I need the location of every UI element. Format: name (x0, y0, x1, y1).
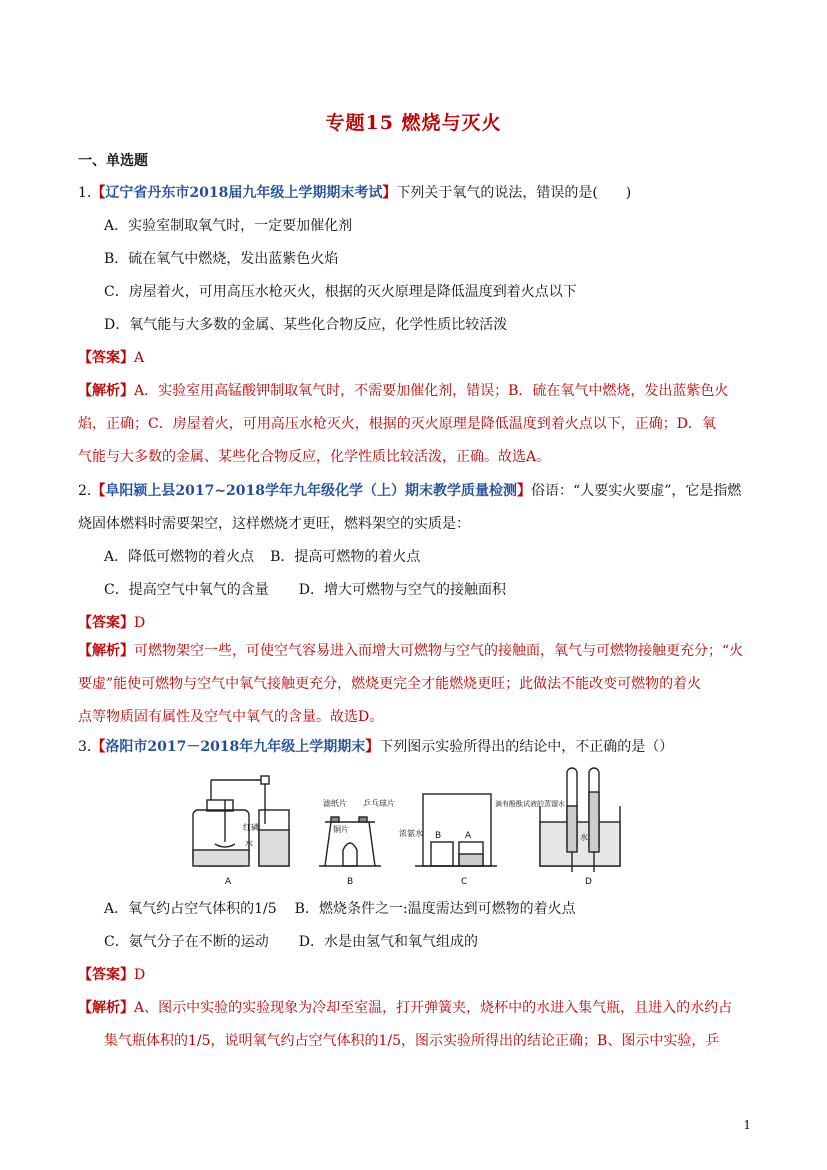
q1-option-c: C．房屋着火，可用高压水枪灭火，根据的灭火原理是降低温度到着火点以下 (104, 284, 577, 300)
q2-text-1: 俗语：“人要实火要虚”，它是指燃 (531, 483, 742, 499)
q3-option-c: C．氨气分子在不断的运动 (104, 934, 269, 950)
q1-analysis-line-2: 焰，正确；C．房屋着火，可用高压水枪灭火，根据的灭火原理是降低温度到着火点以下，正确；D．氧 (78, 416, 716, 432)
q1-option-d: D．氧气能与大多数的金属、某些化合物反应，化学性质比较活泼 (104, 317, 508, 333)
q2-options-row-1 (104, 547, 420, 567)
analysis-text: 可燃物架空一些，可使空气容易进入而增大可燃物与空气的接触面，氧气与可燃物接触更充分；“火 (134, 643, 744, 659)
analysis-label: 【解析】 (78, 1000, 134, 1016)
section-heading: 一、单选题 (78, 153, 148, 169)
figure-letter-d: D (585, 877, 592, 887)
q3-text: 下列图示实验所得出的结论中，不正确的是（） (379, 739, 674, 755)
q3-analysis-line-2: 集气瓶体积的1/5，说明氧气约占空气体积的1/5，图示实验所得出的结论正确；B、图示中实验，乒 (104, 1033, 720, 1049)
q3-answer (78, 965, 145, 985)
q1-option-a: A．实验室制取氧气时，一定要加催化剂 (104, 218, 353, 234)
experiment-figure (185, 766, 625, 888)
q1-stem: 1.【辽宁省丹东市2018届九年级上学期期末考试】下列关于氧气的说法，错误的是( ) (78, 185, 632, 201)
q2-option-d: D．增大可燃物与空气的接触面积 (298, 582, 506, 598)
apparatus-d (540, 768, 620, 872)
q1-text: 下列关于氧气的说法，错误的是( ) (396, 185, 632, 201)
q1-number: 1. (78, 185, 92, 201)
q2-option-c: C．提高空气中氧气的含量 (104, 582, 269, 598)
analysis-text: A．实验室用高锰酸钾制取氧气时，不需要加催化剂，错误；B．硫在氧气中燃烧，发出蓝紫色火 (134, 383, 729, 399)
apparatus-c (415, 794, 497, 866)
q3-stem: 3.【洛阳市2017－2018年九年级上学期期末】下列图示实验所得出的结论中，不正确的是（） (78, 739, 674, 755)
q2-analysis-line-3: 点等物质固有属性及空气中氧气的含量。故选D。 (78, 709, 384, 725)
figure-letter-c: C (461, 877, 468, 887)
answer-label: 【答案】 (78, 350, 134, 366)
answer-value: A (134, 350, 145, 366)
q3-analysis-line-1 (78, 998, 732, 1018)
q1-answer (78, 348, 144, 368)
analysis-label: 【解析】 (78, 383, 134, 399)
figure-letter-b: B (347, 877, 354, 887)
q1-analysis-line-3: 气能与大多数的金属、某些化合物反应，化学性质比较活泼，正确。故选A。 (78, 449, 551, 465)
label-ammonia: 浓氨水 (399, 829, 423, 838)
label-c-b: B (435, 831, 442, 841)
q2-text-2: 烧固体燃料时需要架空，这样燃烧才更旺，燃料架空的实质是： (78, 516, 470, 532)
q2-answer (78, 613, 145, 633)
q3-option-d: D．水是由氢气和氧气组成的 (298, 934, 478, 950)
q3-options-row-2 (104, 932, 478, 952)
q2-option-b: B．提高可燃物的着火点 (270, 549, 421, 565)
page-number: 1 (743, 1118, 751, 1132)
answer-label: 【答案】 (78, 615, 134, 631)
answer-value: D (134, 615, 146, 631)
q2-stem: 2.【阜阳颍上县2017~2018学年九年级化学（上）期末教学质量检测】俗语：“人要实火要虚”，它是指燃 (78, 483, 742, 499)
q1-analysis-line-1 (78, 381, 728, 401)
label-c-a: A (465, 831, 472, 841)
q3-source: 洛阳市2017－2018年九年级上学期期末 (105, 739, 366, 755)
q2-analysis-line-1 (78, 641, 743, 661)
q2-analysis-line-2: 要虚”能使可燃物与空气中氧气接触更充分，燃烧更完全才能燃烧更旺；此做法不能改变可燃物的着火 (78, 676, 702, 692)
q2-option-a: A．降低可燃物的着火点 (104, 549, 255, 565)
answer-label: 【答案】 (78, 967, 134, 983)
apparatus-b (319, 817, 381, 866)
label-red-phosphorus: 红磷 (243, 823, 259, 832)
label-phenolphthalein: 滴有酚酞试液的蒸馏水 (495, 800, 565, 808)
label-water-a: 水 (245, 839, 253, 848)
page-title: 专题15 燃烧与灭火 (325, 112, 502, 134)
q3-options-row-1 (104, 899, 576, 919)
q3-number: 3. (78, 739, 92, 755)
q2-source: 阜阳颍上县2017~2018学年九年级化学（上）期末教学质量检测 (105, 483, 518, 499)
label-copper: 铜片 (333, 825, 349, 834)
q1-option-b: B．硫在氧气中燃烧，发出蓝紫色火焰 (104, 251, 339, 267)
analysis-label: 【解析】 (78, 643, 134, 659)
apparatus-a (193, 776, 289, 866)
label-water-d: 水 (580, 833, 588, 842)
q3-option-b: B．燃烧条件之一:温度需达到可燃物的着火点 (294, 901, 576, 917)
answer-value: D (134, 967, 146, 983)
analysis-text: A、图示中实验的实验现象为冷却至室温，打开弹簧夹，烧杯中的水进入集气瓶，且进入的水约占 (134, 1000, 733, 1016)
q2-options-row-2 (104, 580, 506, 600)
q2-number: 2. (78, 483, 92, 499)
label-ping-pong: 乒乓球片 (363, 799, 395, 808)
figure-letter-a: A (225, 877, 232, 887)
q3-option-a: A．氧气约占空气体积的1/5 (104, 901, 277, 917)
q1-source: 辽宁省丹东市2018届九年级上学期期末考试 (105, 185, 383, 201)
label-filter-paper: 滤纸片 (323, 799, 347, 808)
